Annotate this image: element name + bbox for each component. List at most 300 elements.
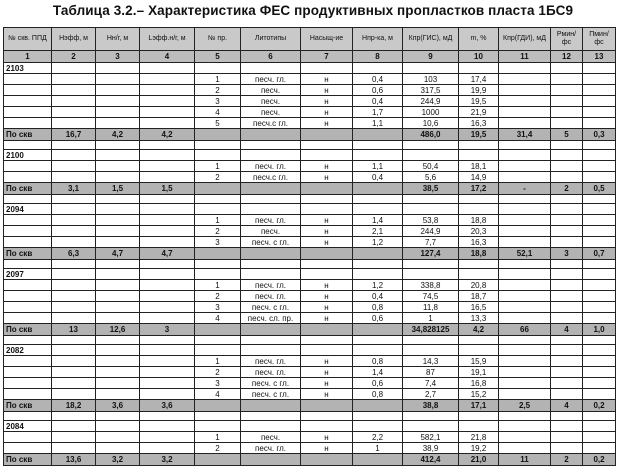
permeability-gis: 338,8	[403, 280, 459, 291]
empty-cell	[52, 237, 96, 248]
empty-cell	[551, 204, 583, 215]
empty-cell	[195, 454, 241, 466]
empty-cell	[583, 63, 616, 74]
empty-cell	[551, 336, 583, 345]
empty-cell	[140, 204, 195, 215]
empty-cell	[583, 172, 616, 183]
empty-cell	[499, 74, 551, 85]
empty-cell	[459, 336, 499, 345]
layer-number: 1	[195, 356, 241, 367]
total-porosity: 21,0	[459, 454, 499, 466]
empty-cell	[52, 96, 96, 107]
lithotype: песч. гл.	[241, 215, 301, 226]
empty-cell	[353, 183, 403, 195]
column-number: 10	[459, 51, 499, 63]
permeability-gis: 5,6	[403, 172, 459, 183]
empty-cell	[96, 389, 140, 400]
reservoir-table	[3, 27, 616, 466]
permeability-gis: 7,7	[403, 237, 459, 248]
empty-cell	[583, 150, 616, 161]
empty-cell	[551, 345, 583, 356]
empty-cell	[140, 215, 195, 226]
well-number: 2084	[4, 421, 52, 432]
saturation: н	[301, 237, 353, 248]
empty-cell	[403, 345, 459, 356]
empty-cell	[551, 432, 583, 443]
empty-cell	[551, 107, 583, 118]
empty-cell	[52, 313, 96, 324]
saturation: н	[301, 172, 353, 183]
porosity: 15,2	[459, 389, 499, 400]
permeability-gis: 244,9	[403, 226, 459, 237]
thickness: 0,8	[353, 389, 403, 400]
empty-cell	[499, 443, 551, 454]
empty-cell	[195, 336, 241, 345]
empty-cell	[353, 129, 403, 141]
layer-row	[4, 378, 616, 389]
empty-cell	[583, 195, 616, 204]
empty-cell	[551, 378, 583, 389]
layer-number: 1	[195, 215, 241, 226]
empty-cell	[140, 118, 195, 129]
layer-row	[4, 443, 616, 454]
empty-cell	[583, 291, 616, 302]
empty-cell	[241, 204, 301, 215]
empty-cell	[459, 412, 499, 421]
total-c13: 0,2	[583, 454, 616, 466]
empty-cell	[52, 443, 96, 454]
saturation: н	[301, 389, 353, 400]
total-h-oil: 3,6	[96, 400, 140, 412]
layer-row	[4, 107, 616, 118]
empty-cell	[52, 432, 96, 443]
porosity: 20,8	[459, 280, 499, 291]
empty-cell	[499, 118, 551, 129]
well-number: 2103	[4, 63, 52, 74]
empty-cell	[52, 302, 96, 313]
empty-cell	[301, 183, 353, 195]
layer-row	[4, 161, 616, 172]
empty-cell	[353, 204, 403, 215]
empty-cell	[499, 172, 551, 183]
empty-cell	[140, 421, 195, 432]
empty-cell	[551, 161, 583, 172]
well-number: 2094	[4, 204, 52, 215]
empty-cell	[499, 204, 551, 215]
empty-cell	[96, 150, 140, 161]
spacer-row	[4, 195, 616, 204]
lithotype: песч.	[241, 85, 301, 96]
empty-cell	[195, 412, 241, 421]
empty-cell	[96, 378, 140, 389]
empty-cell	[583, 412, 616, 421]
layer-row	[4, 237, 616, 248]
thickness: 0,4	[353, 172, 403, 183]
empty-cell	[140, 412, 195, 421]
empty-cell	[96, 85, 140, 96]
lithotype: песч. гл.	[241, 280, 301, 291]
empty-cell	[195, 63, 241, 74]
thickness: 0,8	[353, 356, 403, 367]
saturation: н	[301, 96, 353, 107]
column-number: 1	[4, 51, 52, 63]
porosity: 20,3	[459, 226, 499, 237]
empty-cell	[353, 324, 403, 336]
empty-cell	[52, 336, 96, 345]
empty-cell	[403, 204, 459, 215]
layer-number: 4	[195, 389, 241, 400]
empty-cell	[4, 195, 52, 204]
thickness: 2,2	[353, 432, 403, 443]
empty-cell	[499, 150, 551, 161]
empty-cell	[499, 269, 551, 280]
column-number: 9	[403, 51, 459, 63]
total-permeability-gdi: 11	[499, 454, 551, 466]
empty-cell	[96, 118, 140, 129]
thickness: 0,4	[353, 96, 403, 107]
total-c13: 0,3	[583, 129, 616, 141]
total-porosity: 18,8	[459, 248, 499, 260]
well-total-row	[4, 400, 616, 412]
well-number-row	[4, 345, 616, 356]
empty-cell	[96, 291, 140, 302]
lithotype: песч. гл.	[241, 161, 301, 172]
empty-cell	[241, 400, 301, 412]
empty-cell	[551, 367, 583, 378]
total-porosity: 17,2	[459, 183, 499, 195]
empty-cell	[459, 150, 499, 161]
well-number: 2097	[4, 269, 52, 280]
empty-cell	[52, 389, 96, 400]
empty-cell	[403, 421, 459, 432]
empty-cell	[52, 107, 96, 118]
empty-cell	[241, 324, 301, 336]
empty-cell	[583, 345, 616, 356]
total-c12: 2	[551, 454, 583, 466]
lithotype: песч. с гл.	[241, 378, 301, 389]
column-number: 3	[96, 51, 140, 63]
column-number: 6	[241, 51, 301, 63]
empty-cell	[96, 269, 140, 280]
empty-cell	[499, 260, 551, 269]
empty-cell	[4, 118, 52, 129]
empty-cell	[403, 336, 459, 345]
total-h-oil: 3,2	[96, 454, 140, 466]
lithotype: песч.	[241, 432, 301, 443]
saturation: н	[301, 367, 353, 378]
empty-cell	[353, 412, 403, 421]
thickness: 2,1	[353, 226, 403, 237]
layer-row	[4, 226, 616, 237]
table-title: Таблица 3.2.– Характеристика ФЕС продуктивных пропластков пласта 1БС9	[52, 3, 574, 18]
total-l-eff: 3	[140, 324, 195, 336]
empty-cell	[583, 356, 616, 367]
empty-cell	[52, 421, 96, 432]
empty-cell	[52, 345, 96, 356]
empty-cell	[353, 345, 403, 356]
empty-cell	[195, 183, 241, 195]
empty-cell	[52, 63, 96, 74]
empty-cell	[140, 345, 195, 356]
porosity: 18,1	[459, 161, 499, 172]
empty-cell	[353, 150, 403, 161]
empty-cell	[301, 269, 353, 280]
empty-cell	[353, 248, 403, 260]
empty-cell	[583, 237, 616, 248]
empty-cell	[4, 280, 52, 291]
empty-cell	[52, 226, 96, 237]
empty-cell	[499, 313, 551, 324]
empty-cell	[96, 302, 140, 313]
permeability-gis: 10,6	[403, 118, 459, 129]
empty-cell	[4, 443, 52, 454]
empty-cell	[96, 141, 140, 150]
empty-cell	[140, 367, 195, 378]
total-h-eff: 16,7	[52, 129, 96, 141]
empty-cell	[583, 313, 616, 324]
empty-cell	[96, 96, 140, 107]
empty-cell	[459, 421, 499, 432]
empty-cell	[499, 421, 551, 432]
empty-cell	[301, 63, 353, 74]
porosity: 18,8	[459, 215, 499, 226]
empty-cell	[583, 118, 616, 129]
empty-cell	[403, 63, 459, 74]
empty-cell	[301, 336, 353, 345]
empty-cell	[241, 248, 301, 260]
permeability-gis: 53,8	[403, 215, 459, 226]
empty-cell	[301, 421, 353, 432]
empty-cell	[52, 269, 96, 280]
saturation: н	[301, 302, 353, 313]
empty-cell	[4, 367, 52, 378]
empty-cell	[140, 269, 195, 280]
thickness: 1,4	[353, 367, 403, 378]
column-number: 8	[353, 51, 403, 63]
total-label: По скв	[4, 400, 52, 412]
permeability-gis: 11,8	[403, 302, 459, 313]
empty-cell	[459, 345, 499, 356]
porosity: 21,9	[459, 107, 499, 118]
empty-cell	[96, 443, 140, 454]
thickness: 0,6	[353, 313, 403, 324]
empty-cell	[583, 260, 616, 269]
permeability-gis: 1	[403, 313, 459, 324]
header-cell: Рмин/фс	[551, 28, 583, 51]
empty-cell	[353, 195, 403, 204]
spacer-row	[4, 412, 616, 421]
empty-cell	[499, 432, 551, 443]
lithotype: песч.	[241, 226, 301, 237]
empty-cell	[140, 172, 195, 183]
empty-cell	[499, 280, 551, 291]
empty-cell	[241, 129, 301, 141]
permeability-gis: 103	[403, 74, 459, 85]
layer-row	[4, 172, 616, 183]
empty-cell	[551, 412, 583, 421]
well-total-row	[4, 183, 616, 195]
empty-cell	[4, 107, 52, 118]
layer-row	[4, 118, 616, 129]
thickness: 0,6	[353, 85, 403, 96]
empty-cell	[4, 96, 52, 107]
empty-cell	[4, 313, 52, 324]
empty-cell	[96, 204, 140, 215]
empty-cell	[96, 356, 140, 367]
empty-cell	[52, 172, 96, 183]
empty-cell	[4, 215, 52, 226]
empty-cell	[499, 336, 551, 345]
empty-cell	[301, 345, 353, 356]
header-cell: m, %	[459, 28, 499, 51]
layer-number: 4	[195, 107, 241, 118]
column-number: 11	[499, 51, 551, 63]
thickness: 1,2	[353, 237, 403, 248]
empty-cell	[551, 215, 583, 226]
empty-cell	[52, 367, 96, 378]
empty-cell	[499, 389, 551, 400]
layer-row	[4, 291, 616, 302]
total-label: По скв	[4, 183, 52, 195]
empty-cell	[499, 85, 551, 96]
empty-cell	[96, 313, 140, 324]
empty-cell	[52, 141, 96, 150]
lithotype: песч. гл.	[241, 74, 301, 85]
well-number-row	[4, 269, 616, 280]
empty-cell	[140, 443, 195, 454]
header-cell: Литотипы	[241, 28, 301, 51]
empty-cell	[96, 421, 140, 432]
total-permeability-gis: 38,8	[403, 400, 459, 412]
empty-cell	[499, 345, 551, 356]
thickness: 1,1	[353, 161, 403, 172]
empty-cell	[301, 204, 353, 215]
total-c12: 5	[551, 129, 583, 141]
empty-cell	[52, 150, 96, 161]
saturation: н	[301, 226, 353, 237]
total-h-oil: 1,5	[96, 183, 140, 195]
saturation: н	[301, 280, 353, 291]
empty-cell	[551, 172, 583, 183]
empty-cell	[301, 412, 353, 421]
layer-row	[4, 367, 616, 378]
empty-cell	[499, 226, 551, 237]
empty-cell	[241, 183, 301, 195]
empty-cell	[241, 345, 301, 356]
lithotype: песч.с гл.	[241, 172, 301, 183]
empty-cell	[4, 85, 52, 96]
thickness: 1,4	[353, 215, 403, 226]
well-number-row	[4, 204, 616, 215]
empty-cell	[583, 389, 616, 400]
thickness: 0,4	[353, 291, 403, 302]
empty-cell	[551, 260, 583, 269]
empty-cell	[459, 260, 499, 269]
layer-row	[4, 280, 616, 291]
empty-cell	[583, 74, 616, 85]
layer-row	[4, 96, 616, 107]
empty-cell	[459, 195, 499, 204]
empty-cell	[241, 454, 301, 466]
empty-cell	[140, 313, 195, 324]
total-permeability-gdi: -	[499, 183, 551, 195]
empty-cell	[140, 336, 195, 345]
thickness: 0,6	[353, 378, 403, 389]
empty-cell	[140, 74, 195, 85]
empty-cell	[241, 150, 301, 161]
empty-cell	[301, 129, 353, 141]
empty-cell	[52, 118, 96, 129]
layer-number: 2	[195, 172, 241, 183]
empty-cell	[551, 237, 583, 248]
porosity: 19,1	[459, 367, 499, 378]
empty-cell	[96, 107, 140, 118]
porosity: 19,2	[459, 443, 499, 454]
total-h-eff: 13	[52, 324, 96, 336]
empty-cell	[353, 421, 403, 432]
empty-cell	[499, 195, 551, 204]
empty-cell	[583, 141, 616, 150]
empty-cell	[499, 291, 551, 302]
empty-cell	[195, 195, 241, 204]
header-cell: Нэфф, м	[52, 28, 96, 51]
saturation: н	[301, 291, 353, 302]
empty-cell	[583, 302, 616, 313]
porosity: 17,4	[459, 74, 499, 85]
empty-cell	[551, 280, 583, 291]
empty-cell	[353, 141, 403, 150]
empty-cell	[52, 85, 96, 96]
saturation: н	[301, 313, 353, 324]
empty-cell	[52, 204, 96, 215]
layer-number: 3	[195, 96, 241, 107]
thickness: 0,4	[353, 74, 403, 85]
empty-cell	[195, 141, 241, 150]
thickness: 1	[353, 443, 403, 454]
empty-cell	[140, 161, 195, 172]
empty-cell	[583, 378, 616, 389]
empty-cell	[4, 302, 52, 313]
empty-cell	[195, 269, 241, 280]
permeability-gis: 87	[403, 367, 459, 378]
empty-cell	[140, 85, 195, 96]
empty-cell	[52, 161, 96, 172]
header-cell: № скв. ППД	[4, 28, 52, 51]
empty-cell	[4, 161, 52, 172]
porosity: 14,9	[459, 172, 499, 183]
well-number-row	[4, 150, 616, 161]
empty-cell	[583, 280, 616, 291]
empty-cell	[583, 96, 616, 107]
empty-cell	[583, 215, 616, 226]
permeability-gis: 50,4	[403, 161, 459, 172]
empty-cell	[353, 260, 403, 269]
empty-cell	[241, 336, 301, 345]
thickness: 0,8	[353, 302, 403, 313]
column-number: 13	[583, 51, 616, 63]
empty-cell	[140, 260, 195, 269]
lithotype: песч. с гл.	[241, 237, 301, 248]
total-c12: 2	[551, 183, 583, 195]
layer-number: 2	[195, 226, 241, 237]
layer-row	[4, 302, 616, 313]
empty-cell	[195, 400, 241, 412]
empty-cell	[583, 367, 616, 378]
porosity: 16,3	[459, 237, 499, 248]
column-number: 2	[52, 51, 96, 63]
empty-cell	[241, 63, 301, 74]
header-cell: Пмин/фс	[583, 28, 616, 51]
